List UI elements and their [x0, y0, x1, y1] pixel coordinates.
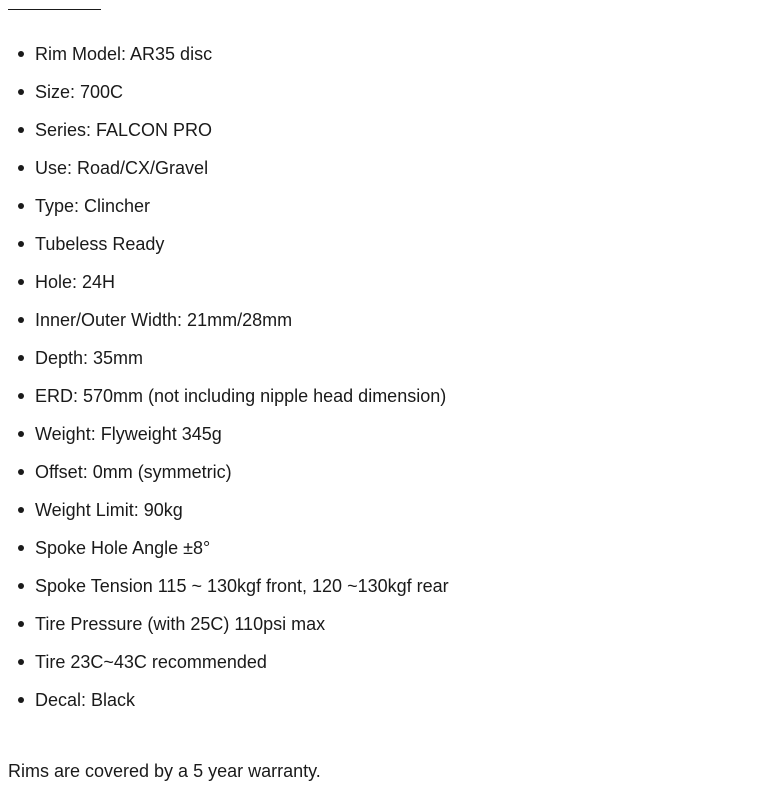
spec-text: Type: Clincher	[35, 196, 151, 216]
bullet-icon	[18, 507, 24, 513]
bullet-icon	[18, 431, 24, 437]
spec-item-tire-size	[0, 646, 449, 684]
bullet-icon	[18, 621, 24, 627]
spec-text: Inner/Outer Width: 21mm/28mm	[35, 310, 293, 330]
spec-item-tire-pressure	[0, 608, 449, 646]
spec-item-erd	[0, 380, 449, 418]
bullet-icon	[18, 659, 24, 665]
spec-list	[0, 38, 449, 722]
spec-item-offset	[0, 456, 449, 494]
bullet-icon	[18, 89, 24, 95]
spec-text: Offset: 0mm (symmetric)	[35, 462, 232, 482]
spec-text: Spoke Tension 115 ~ 130kgf front, 120 ~130kgf rear	[35, 576, 449, 596]
spec-item-spoke-angle	[0, 532, 449, 570]
bullet-icon	[18, 545, 24, 551]
spec-text: Rim Model: AR35 disc	[35, 44, 213, 64]
spec-item-rim-model	[0, 38, 449, 76]
spec-text: Tire Pressure (with 25C) 110psi max	[35, 614, 326, 634]
bullet-icon	[18, 203, 24, 209]
spec-text: Depth: 35mm	[35, 348, 144, 368]
spec-text: Tire 23C~43C recommended	[35, 652, 267, 672]
spec-item-weight	[0, 418, 449, 456]
horizontal-divider	[8, 9, 101, 10]
bullet-icon	[18, 241, 24, 247]
spec-text: Series: FALCON PRO	[35, 120, 213, 140]
spec-item-size	[0, 76, 449, 114]
spec-item-type	[0, 190, 449, 228]
spec-text: Tubeless Ready	[35, 234, 165, 254]
spec-item-hole	[0, 266, 449, 304]
spec-text: Weight Limit: 90kg	[35, 500, 183, 520]
warranty-note: Rims are covered by a 5 year warranty.	[8, 761, 321, 781]
spec-item-depth	[0, 342, 449, 380]
spec-item-series	[0, 114, 449, 152]
spec-item-tubeless	[0, 228, 449, 266]
bullet-icon	[18, 355, 24, 361]
spec-item-use	[0, 152, 449, 190]
bullet-icon	[18, 165, 24, 171]
spec-text: Size: 700C	[35, 82, 124, 102]
spec-item-spoke-tension	[0, 570, 449, 608]
spec-item-decal	[0, 684, 449, 722]
bullet-icon	[18, 393, 24, 399]
spec-text: Use: Road/CX/Gravel	[35, 158, 209, 178]
bullet-icon	[18, 317, 24, 323]
bullet-icon	[18, 51, 24, 57]
bullet-icon	[18, 583, 24, 589]
spec-text: Spoke Hole Angle ±8°	[35, 538, 211, 558]
spec-text: Weight: Flyweight 345g	[35, 424, 222, 444]
spec-text: ERD: 570mm (not including nipple head dimension)	[35, 386, 447, 406]
spec-item-width	[0, 304, 449, 342]
spec-item-weight-limit	[0, 494, 449, 532]
bullet-icon	[18, 697, 24, 703]
bullet-icon	[18, 469, 24, 475]
bullet-icon	[18, 279, 24, 285]
spec-text: Decal: Black	[35, 690, 136, 710]
bullet-icon	[18, 127, 24, 133]
spec-text: Hole: 24H	[35, 272, 116, 292]
